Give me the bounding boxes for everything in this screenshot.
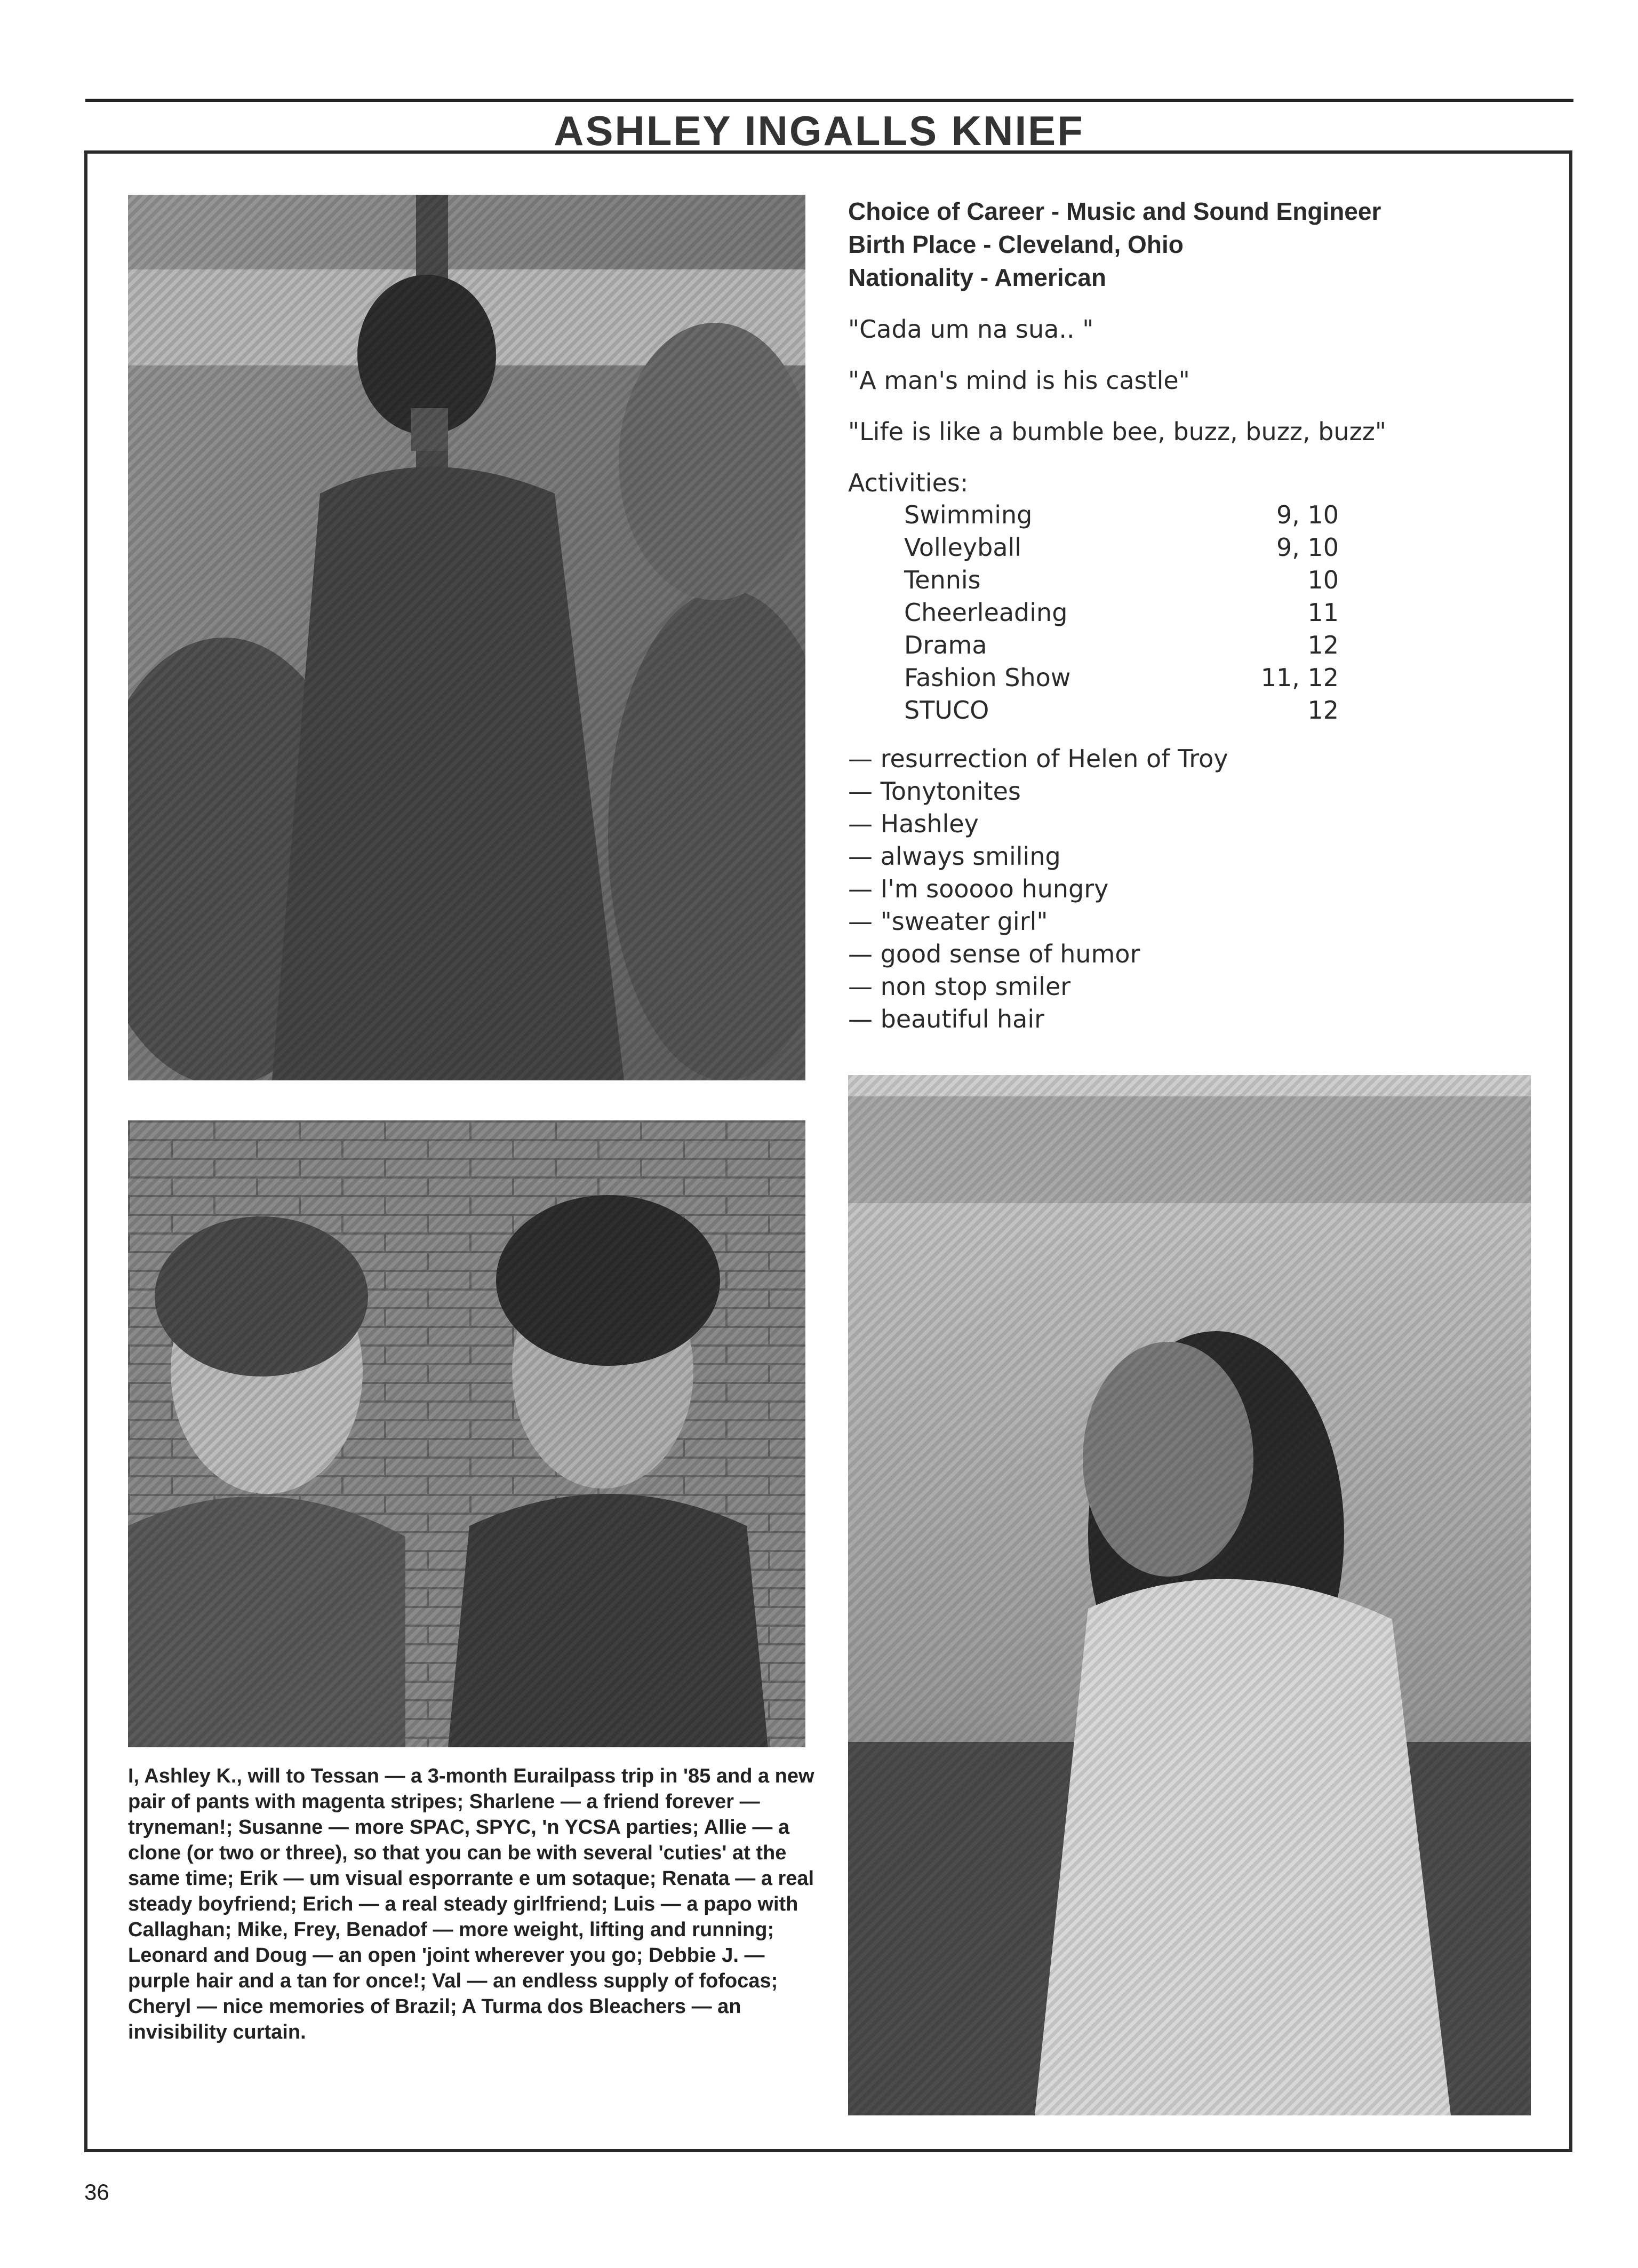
nationality-line: Nationality - American <box>848 264 1106 291</box>
activity-years: 10 <box>1307 566 1339 594</box>
quote-2: "A man's mind is his castle" <box>848 366 1190 395</box>
activity-years: 11 <box>1307 598 1339 627</box>
activity-name: Cheerleading <box>904 598 1068 627</box>
activity-name: STUCO <box>904 696 989 725</box>
activity-years: 9, 10 <box>1276 533 1339 562</box>
birth-place-line: Birth Place - Cleveland, Ohio <box>848 230 1184 258</box>
trait-item: — non stop smiler <box>848 972 1071 1001</box>
trait-item: — Tonytonites <box>848 777 1021 806</box>
senior-will-text: I, Ashley K., will to Tessan — a 3-month Eurailpass trip in '85 and a new pair of pants with magenta stripes; Sharlene — a friend forever — tryneman!; Susanne — more SPAC, SPYC, 'n YCSA parties; Allie — a clone (or two or three), so that you can be with several 'cuties' at the same time; Erik — um visual esporrante e um sotaque; Renata — a real steady boyfriend; Erich — a real steady girlfriend; Luis — a papo with Callaghan; Mike, Frey, Benadof — more weight, lifting and running; Leonard and Doug — an open 'joint wherever you go; Debbie J. — purple hair and a tan for once!; Val — an endless supply of fofocas; Cheryl — nice memories of Brazil; A Turma dos Bleachers — an invisibility curtain. <box>128 1765 814 2043</box>
activities-list <box>904 499 1339 727</box>
activity-years: 12 <box>1307 696 1339 725</box>
activity-row <box>904 694 1339 727</box>
activity-name: Drama <box>904 631 987 659</box>
trait-item: — Hashley <box>848 809 979 838</box>
activity-row <box>904 662 1339 694</box>
activity-years: 11, 12 <box>1260 663 1339 692</box>
top-rule <box>85 99 1573 102</box>
page-title: ASHLEY INGALLS KNIEF <box>554 107 1084 154</box>
trait-item: — "sweater girl" <box>848 907 1048 936</box>
activity-name: Volleyball <box>904 533 1022 562</box>
activity-name: Tennis <box>904 566 981 594</box>
activity-name: Fashion Show <box>904 663 1071 692</box>
activities-heading: Activities: <box>848 468 969 497</box>
info-column <box>848 195 1541 1036</box>
portrait-photo-garden <box>128 195 805 1080</box>
page-number: 36 <box>84 2179 109 2205</box>
activity-years: 9, 10 <box>1276 500 1339 529</box>
profile-photo-fence <box>848 1075 1531 2115</box>
activity-row <box>904 499 1339 531</box>
activity-years: 12 <box>1307 631 1339 659</box>
activity-row <box>904 531 1339 564</box>
activity-row <box>904 629 1339 662</box>
career-line: Choice of Career - Music and Sound Engineer <box>848 197 1381 225</box>
trait-item: — always smiling <box>848 842 1061 871</box>
trait-item: — I'm sooooo hungry <box>848 874 1109 903</box>
trait-item: — good sense of humor <box>848 940 1140 968</box>
friends-photo-brick-wall <box>128 1120 805 1747</box>
traits-list <box>848 743 1541 1036</box>
quote-3: "Life is like a bumble bee, buzz, buzz, buzz" <box>848 417 1387 446</box>
quote-1: "Cada um na sua.. " <box>848 315 1094 344</box>
activity-name: Swimming <box>904 500 1033 529</box>
trait-item: — resurrection of Helen of Troy <box>848 744 1228 773</box>
activity-row <box>904 596 1339 629</box>
activity-row <box>904 564 1339 596</box>
trait-item: — beautiful hair <box>848 1005 1045 1033</box>
